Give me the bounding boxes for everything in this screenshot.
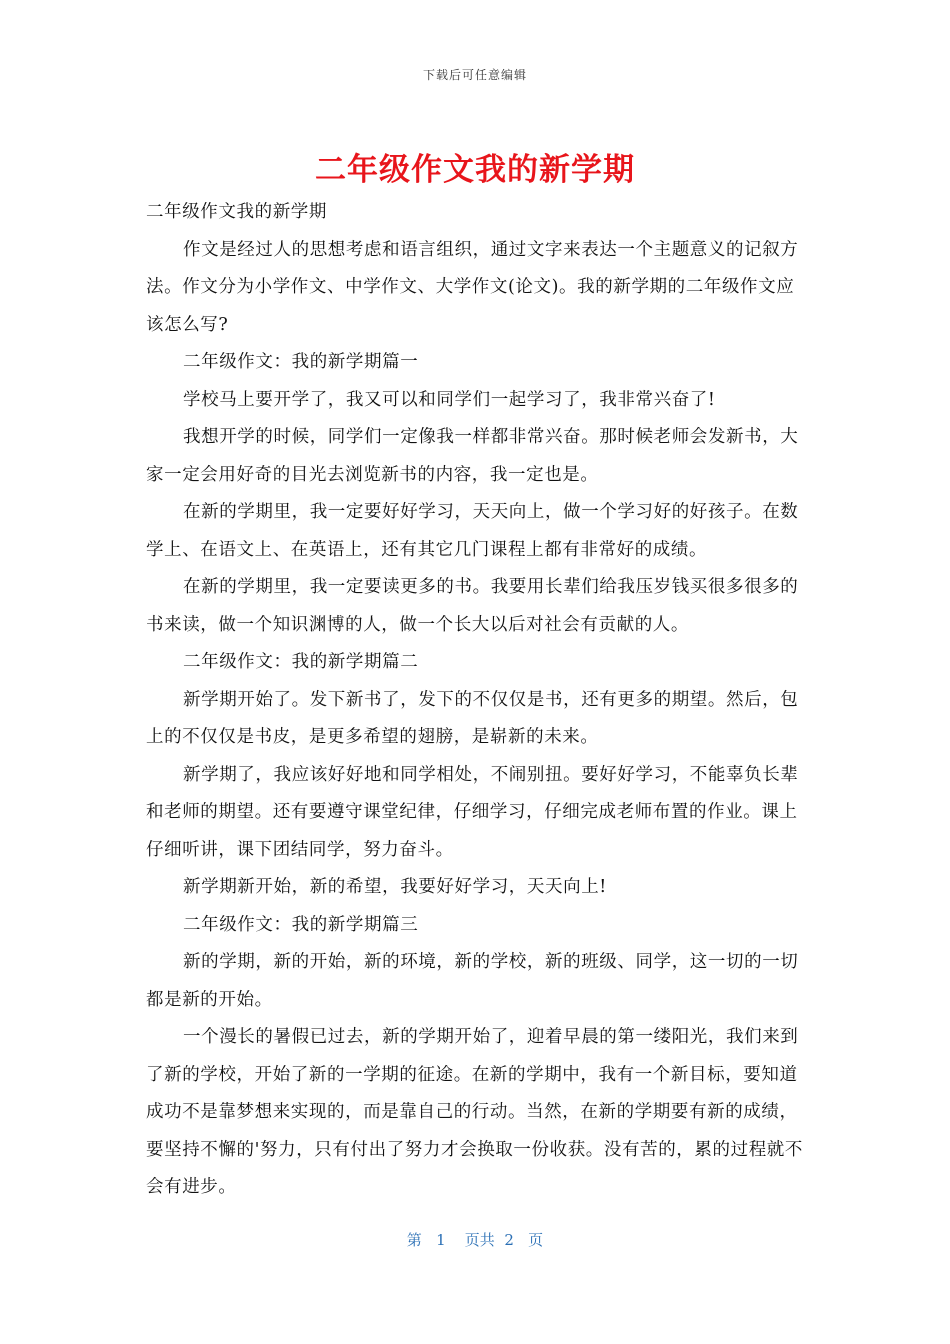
page-label-prefix: 第 bbox=[406, 1231, 422, 1249]
paragraph: 在新的学期里，我一定要好好学习，天天向上，做一个学习好的好孩子。在数学上、在语文上、在英语上，还有其它几门课程上都有非常好的成绩。 bbox=[146, 502, 799, 560]
page-label-suffix: 页 bbox=[528, 1231, 544, 1249]
page-footer bbox=[0, 1229, 950, 1250]
paragraph: 我想开学的时候，同学们一定像我一样都非常兴奋。那时候老师会发新书，大家一定会用好奇的目光去浏览新书的内容，我一定也是。 bbox=[146, 427, 799, 485]
section-heading-3: 二年级作文：我的新学期篇三 bbox=[183, 914, 419, 935]
section-heading-1: 二年级作文：我的新学期篇一 bbox=[183, 352, 419, 372]
page-label-middle: 页共 bbox=[464, 1231, 495, 1249]
document-title: 二年级作文我的新学期 bbox=[315, 152, 635, 188]
paragraph-intro: 作文是经过人的思想考虑和语言组织，通过文字来表达一个主题意义的记叙方法。作文分为小学作文、中学作文、大学作文(论文)。我的新学期的二年级作文应该怎么写? bbox=[146, 239, 799, 335]
total-pages-number: 2 bbox=[504, 1231, 514, 1249]
document-subtitle: 二年级作文我的新学期 bbox=[146, 202, 327, 222]
document-body bbox=[146, 194, 806, 1207]
paragraph: 在新的学期里，我一定要读更多的书。我要用长辈们给我压岁钱买很多很多的书来读，做一个知识渊博的人，做一个长大以后对社会有贡献的人。 bbox=[146, 577, 799, 635]
paragraph: 新的学期，新的开始，新的环境，新的学校，新的班级、同学，这一切的一切都是新的开始。 bbox=[146, 952, 799, 1010]
header-note: 下载后可任意编辑 bbox=[422, 68, 527, 82]
paragraph: 学校马上要开学了，我又可以和同学们一起学习了，我非常兴奋了! bbox=[183, 389, 716, 410]
current-page-number: 1 bbox=[436, 1231, 446, 1249]
paragraph: 一个漫长的暑假已过去，新的学期开始了，迎着早晨的第一缕阳光，我们来到了新的学校，开始了新的一学期的征途。在新的学期中，我有一个新目标，要知道成功不是靠梦想来实现的，而是靠自己的行动。当然，在新的学期要有新的成绩，要坚持不懈的'努力，只有付出了努力才会换取一份收获。没有苦的，累的过程就不会有进步。 bbox=[146, 1027, 804, 1197]
paragraph: 新学期新开始，新的希望，我要好好学习，天天向上! bbox=[183, 877, 607, 897]
section-heading-2: 二年级作文：我的新学期篇二 bbox=[183, 652, 419, 672]
paragraph: 新学期了，我应该好好地和同学相处，不闹别扭。要好好学习，不能辜负长辈和老师的期望。还有要遵守课堂纪律，仔细学习，仔细完成老师布置的作业。课上仔细听讲，课下团结同学，努力奋斗。 bbox=[146, 764, 799, 860]
paragraph: 新学期开始了。发下新书了，发下的不仅仅是书，还有更多的期望。然后，包上的不仅仅是书皮，是更多希望的翅膀，是崭新的未来。 bbox=[146, 689, 799, 747]
